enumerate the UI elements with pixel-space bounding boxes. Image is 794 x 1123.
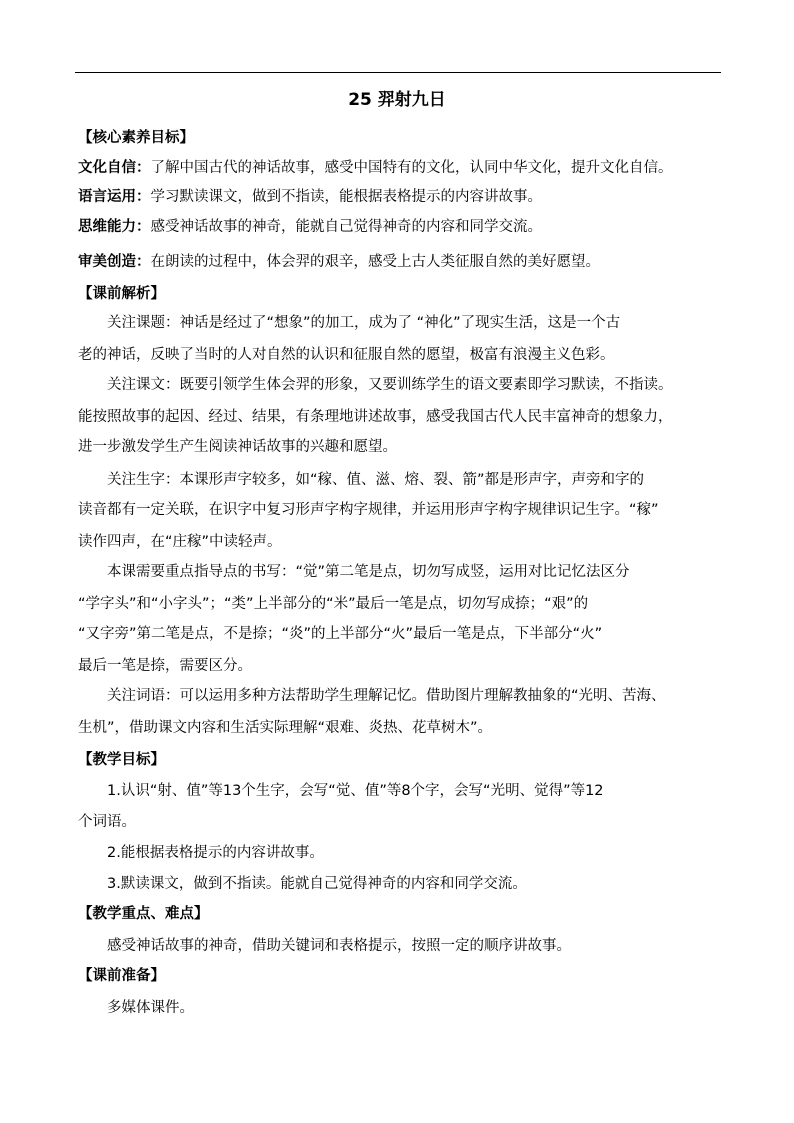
paragraph-line: “又字旁”第二笔是点，不是捺；“炎”的上半部分“火”最后一笔是点，下半部分“火” xyxy=(78,626,603,642)
paragraph-line: 3.默读课文，做到不指读。能就自己觉得神奇的内容和同学交流。 xyxy=(78,876,527,892)
paragraph-line: 关注生字：本课形声字较多，如“稼、值、滋、熔、裂、箭”都是形声字，声旁和字的 xyxy=(78,472,645,488)
paragraph-line: 读作四声，在“庄稼”中读轻声。 xyxy=(78,534,282,550)
paragraph-line: 个词语。 xyxy=(78,814,136,830)
paragraph-line: 多媒体课件。 xyxy=(78,1000,194,1016)
paragraph-line: “学字头”和“小字头”；“类”上半部分的“米”最后一笔是点，切勿写成捺；“艰”的 xyxy=(78,596,589,612)
page-title: 25 羿射九日 xyxy=(348,90,446,110)
header-rule xyxy=(75,72,721,73)
paragraph-line: 最后一笔是捺，需要区分。 xyxy=(78,658,252,674)
heading-core-goals: 【核心素养目标】 xyxy=(78,130,194,146)
core-goal-item: 思维能力：感受神话故事的神奇，能就自己觉得神奇的内容和同学交流。 xyxy=(78,219,542,235)
paragraph-line: 能按照故事的起因、经过、结果，有条理地讲述故事，感受我国古代人民丰富神奇的想象力， xyxy=(78,409,673,425)
paragraph-line: 感受神话故事的神奇，借助关键词和表格提示，按照一定的顺序讲故事。 xyxy=(78,938,571,954)
paragraph-line: 生机”，借助课文内容和生活实际理解“艰难、炎热、花草树木”。 xyxy=(78,720,493,736)
paragraph-line: 关注课题：神话是经过了“想象”的加工，成为了 “神化”了现实生活，这是一个古 xyxy=(78,315,621,331)
core-goal-item: 审美创造：在朗读的过程中，体会羿的艰辛，感受上古人类征服自然的美好愿望。 xyxy=(78,254,600,270)
paragraph-line: 本课需要重点指导点的书写：“觉”第二笔是点，切勿写成竖，运用对比记忆法区分 xyxy=(78,564,630,580)
paragraph-line: 老的神话，反映了当时的人对自然的认识和征服自然的愿望，极富有浪漫主义色彩。 xyxy=(78,347,615,363)
core-goal-item: 文化自信：了解中国古代的神话故事，感受中国特有的文化，认同中华文化，提升文化自信。 xyxy=(78,160,673,176)
heading-teaching-goals: 【教学目标】 xyxy=(78,752,165,768)
paragraph-line: 1.认识“射、值”等13个生字，会写“觉、值”等8个字，会写“光明、觉得”等12 xyxy=(78,783,604,799)
paragraph-line: 2.能根据表格提示的内容讲故事。 xyxy=(78,845,324,861)
paragraph-line: 关注词语：可以运用多种方法帮助学生理解记忆。借助图片理解教抽象的“光明、苦海、 xyxy=(78,688,666,704)
paragraph-line: 读音都有一定关联，在识字中复习形声字构字规律，并运用形声字构字规律识记生字。“稼” xyxy=(78,502,659,518)
heading-key-points: 【教学重点、难点】 xyxy=(78,906,209,922)
heading-preparation: 【课前准备】 xyxy=(78,968,165,984)
paragraph-line: 进一步激发学生产生阅读神话故事的兴趣和愿望。 xyxy=(78,439,397,455)
core-goal-item: 语言运用：学习默读课文，做到不指读，能根据表格提示的内容讲故事。 xyxy=(78,189,542,205)
heading-preclass-analysis: 【课前解析】 xyxy=(78,286,165,302)
paragraph-line: 关注课文：既要引领学生体会羿的形象，又要训练学生的语文要素即学习默读，不指读。 xyxy=(78,377,673,393)
